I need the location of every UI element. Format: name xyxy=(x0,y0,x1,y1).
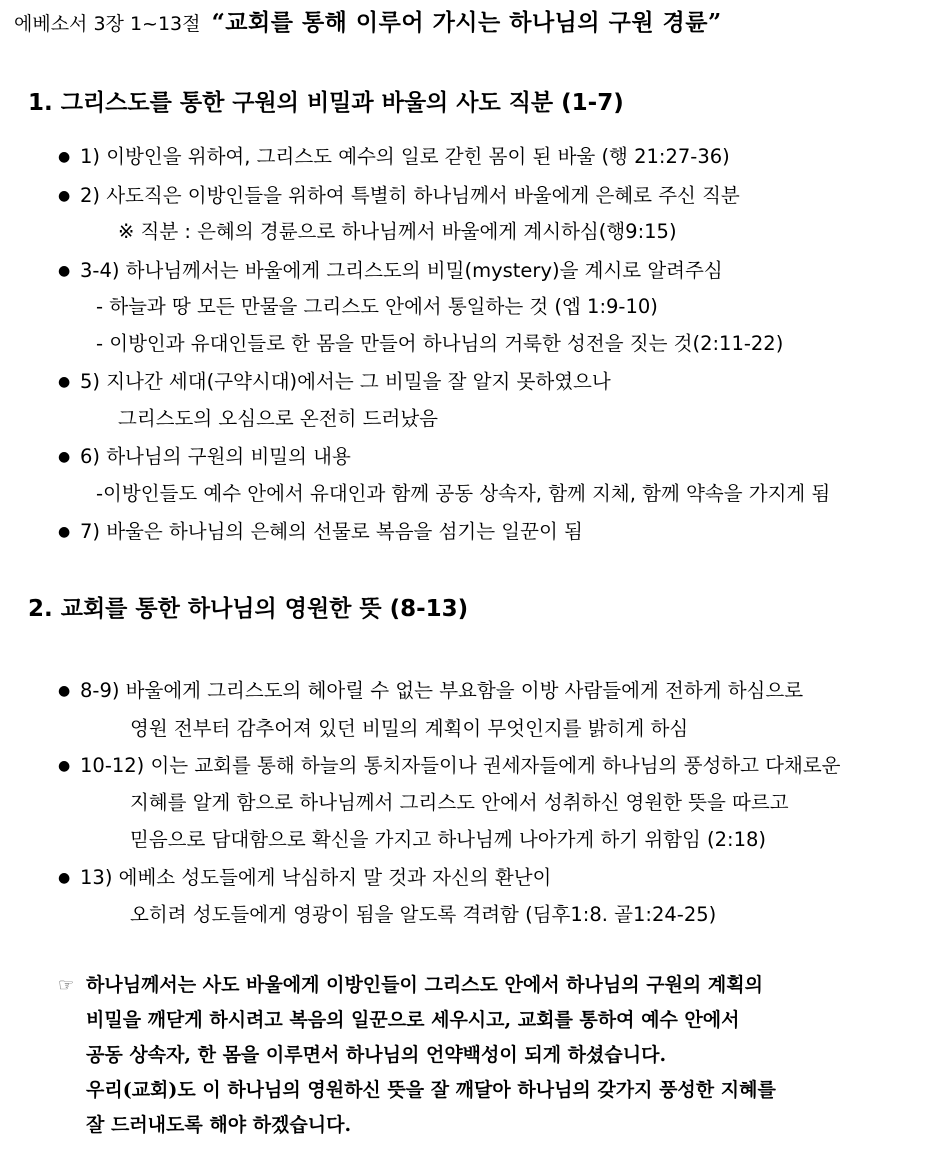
list-item: ● 1) 이방인을 위하여, 그리스도 예수의 일로 갇힌 몸이 된 바울 (행 21:27-36) xyxy=(58,145,730,168)
list-item: ● 5) 지나간 세대(구약시대)에서는 그 비밀을 잘 알지 못하였으나 xyxy=(58,370,611,393)
bullet-icon: ● xyxy=(58,758,71,774)
pointing-hand-icon: ☞ xyxy=(58,975,75,996)
conclusion-block xyxy=(58,968,776,1143)
sub-item: - 이방인과 유대인들로 한 몸을 만들어 하나님의 거룩한 성전을 짓는 것(2:11-22) xyxy=(96,332,784,355)
sub-item: - 하늘과 땅 모든 만물을 그리스도 안에서 통일하는 것 (엡 1:9-10) xyxy=(96,295,658,318)
sub-item: 믿음으로 담대함으로 확신을 가지고 하나님께 나아가게 하기 위함임 (2:18) xyxy=(130,828,767,851)
scripture-reference: 에베소서 3장 1~13절 xyxy=(14,13,201,35)
bullet-icon: ● xyxy=(58,524,71,540)
list-item: ● 10-12) 이는 교회를 통해 하늘의 통치자들이나 권세자들에게 하나님의 풍성하고 다채로운 xyxy=(58,754,841,777)
bullet-icon: ● xyxy=(58,374,71,390)
bullet-icon: ● xyxy=(58,870,71,886)
bullet-icon: ● xyxy=(58,149,71,165)
conclusion-line: 잘 드러내도록 해야 하겠습니다. xyxy=(86,1114,352,1136)
list-item: ● 7) 바울은 하나님의 은혜의 선물로 복음을 섬기는 일꾼이 됨 xyxy=(58,520,583,543)
conclusion-line: 우리(교회)도 이 하나님의 영원하신 뜻을 잘 깨달아 하나님의 갖가지 풍성한 지혜를 xyxy=(86,1079,776,1101)
bullet-icon: ● xyxy=(58,683,71,699)
list-item: ● 8-9) 바울에게 그리스도의 헤아릴 수 없는 부요함을 이방 사람들에게 전하게 하심으로 xyxy=(58,679,804,702)
sermon-theme: “교회를 통해 이루어 가시는 하나님의 구원 경륜” xyxy=(211,9,722,36)
bullet-icon: ● xyxy=(58,449,71,465)
sub-item: 그리스도의 오심으로 온전히 드러났음 xyxy=(118,407,438,430)
conclusion-line: 공동 상속자, 한 몸을 이루면서 하나님의 언약백성이 되게 하셨습니다. xyxy=(86,1044,667,1066)
bullet-icon: ● xyxy=(58,263,71,279)
conclusion-line: 하나님께서는 사도 바울에게 이방인들이 그리스도 안에서 하나님의 구원의 계획의 xyxy=(86,974,763,996)
section-2-title: 2. 교회를 통한 하나님의 영원한 뜻 (8-13) xyxy=(28,596,469,622)
list-item: ● 3-4) 하나님께서는 바울에게 그리스도의 비밀(mystery)을 계시로 알려주심 xyxy=(58,259,723,282)
section-1-title: 1. 그리스도를 통한 구원의 비밀과 바울의 사도 직분 (1-7) xyxy=(28,90,624,116)
sub-item: 지혜를 알게 함으로 하나님께서 그리스도 안에서 성취하신 영원한 뜻을 따르고 xyxy=(130,791,789,814)
sub-item: 영원 전부터 감추어져 있던 비밀의 계획이 무엇인지를 밝히게 하심 xyxy=(130,717,689,740)
document-header xyxy=(14,4,722,37)
list-item: ● 6) 하나님의 구원의 비밀의 내용 xyxy=(58,445,351,468)
conclusion-line: 비밀을 깨닫게 하시려고 복음의 일꾼으로 세우시고, 교회를 통하여 예수 안에서 xyxy=(86,1009,740,1031)
bullet-icon: ● xyxy=(58,188,71,204)
list-item: ● 13) 에베소 성도들에게 낙심하지 말 것과 자신의 환난이 xyxy=(58,866,552,889)
sub-item: 오히려 성도들에게 영광이 됨을 알도록 격려함 (딤후1:8. 골1:24-25) xyxy=(130,903,717,926)
sub-item: ※ 직분 : 은혜의 경륜으로 하나님께서 바울에게 계시하심(행9:15) xyxy=(118,220,677,243)
sub-item: -이방인들도 예수 안에서 유대인과 함께 공동 상속자, 함께 지체, 함께 약속을 가지게 됨 xyxy=(96,482,831,505)
list-item: ● 2) 사도직은 이방인들을 위하여 특별히 하나님께서 바울에게 은혜로 주신 직분 xyxy=(58,184,740,207)
